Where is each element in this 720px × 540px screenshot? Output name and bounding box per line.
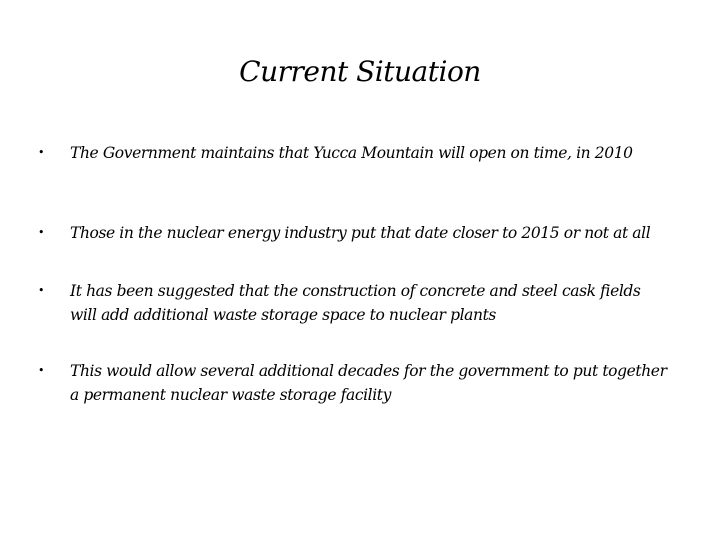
bullet-dot: •	[38, 364, 45, 377]
bullet-dot: •	[38, 146, 45, 159]
bullet-text: Those in the nuclear energy industry put that date closer to 2015 or not at all	[70, 224, 651, 242]
bullet-text: This would allow several additional decades for the government to put together a permanent nuclear waste storage facility	[70, 362, 667, 404]
bullet-dot: •	[38, 226, 45, 239]
slide-title: Current Situation	[239, 55, 481, 88]
bullet-dot: •	[38, 284, 45, 297]
bullet-text: It has been suggested that the construction of concrete and steel cask fields will add additional waste storage space to nuclear plants	[70, 282, 641, 324]
bullet-text: The Government maintains that Yucca Mountain will open on time, in 2010	[70, 144, 633, 162]
